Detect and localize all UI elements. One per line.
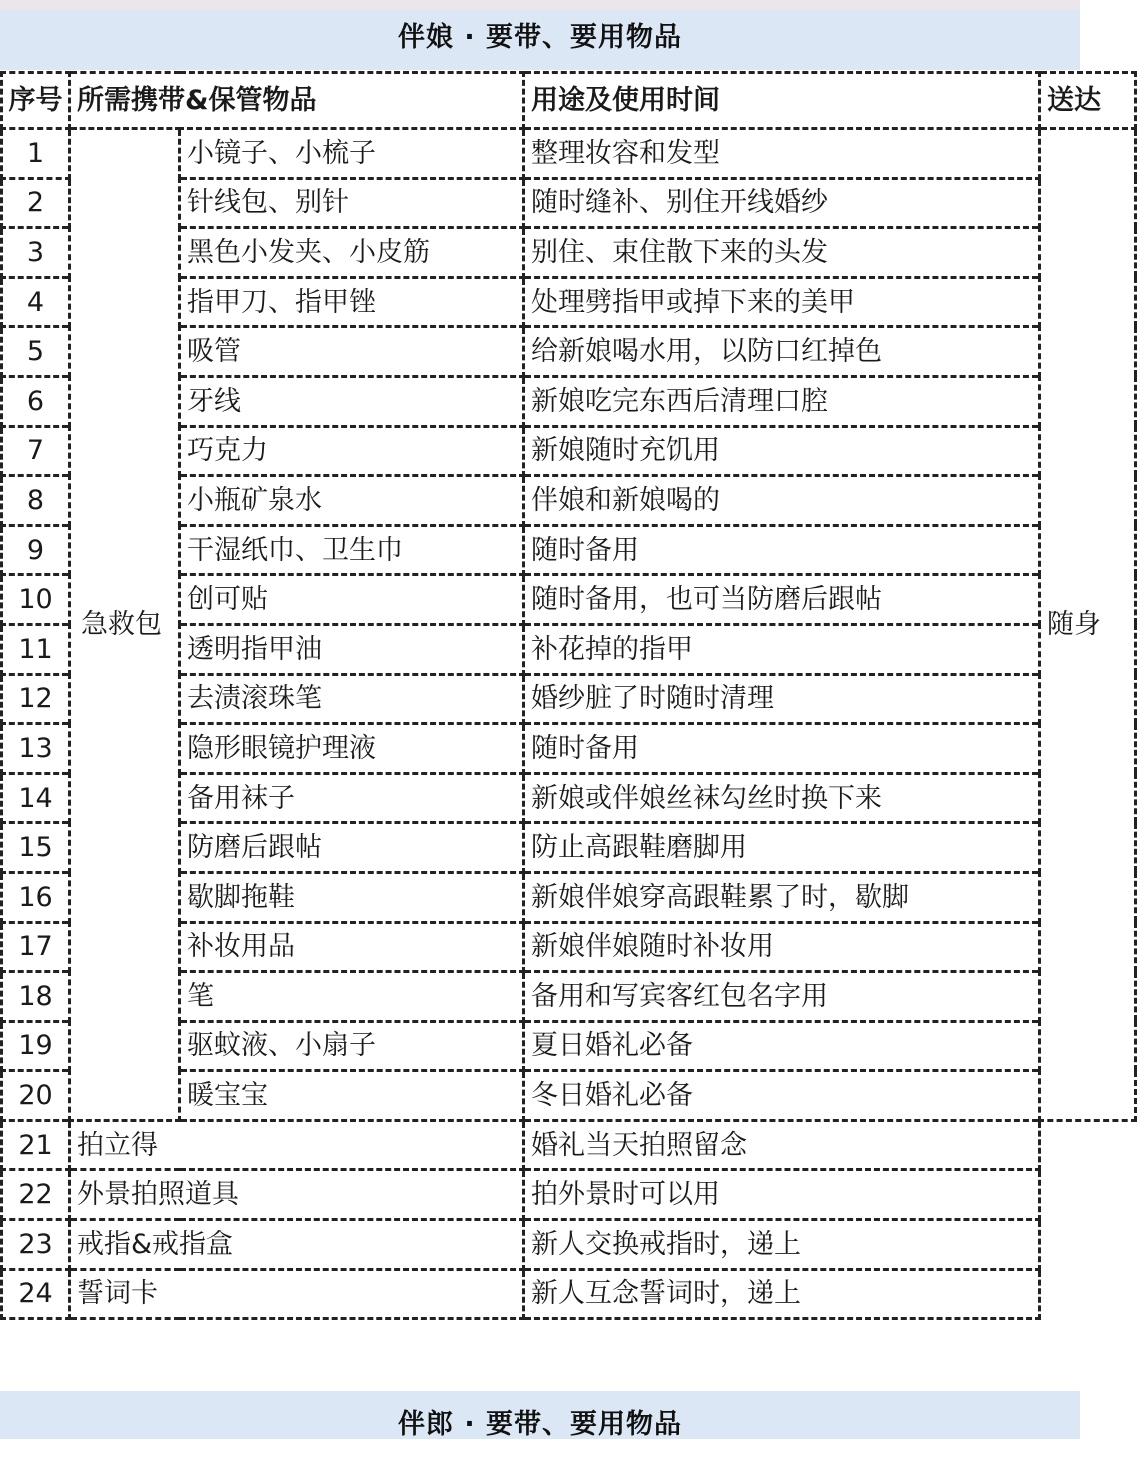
table-row — [2, 1269, 1136, 1319]
item-name: 透明指甲油 — [180, 624, 524, 674]
row-number: 15 — [2, 823, 70, 873]
item-name: 驱蚊液、小扇子 — [180, 1021, 524, 1071]
checklist-body — [2, 73, 1136, 1319]
item-name: 干湿纸巾、卫生巾 — [180, 525, 524, 575]
item-name: 小镜子、小梳子 — [180, 129, 524, 179]
row-number: 13 — [2, 724, 70, 774]
item-usage: 备用和写宾客红包名字用 — [524, 972, 1040, 1022]
deliver-note: 随身 — [1040, 129, 1136, 1121]
deliver-empty — [1040, 1120, 1136, 1170]
bridesmaid-section-title: 伴娘 · 要带、要用物品 — [0, 10, 1080, 70]
table-row — [2, 1220, 1136, 1270]
table-row — [2, 129, 1136, 179]
item-name: 誓词卡 — [70, 1269, 524, 1319]
row-number: 11 — [2, 624, 70, 674]
item-name: 防磨后跟帖 — [180, 823, 524, 873]
item-usage: 别住、束住散下来的头发 — [524, 228, 1040, 278]
deliver-empty — [1040, 1269, 1136, 1319]
item-usage: 整理妆容和发型 — [524, 129, 1040, 179]
row-number: 20 — [2, 1071, 70, 1121]
item-name: 笔 — [180, 972, 524, 1022]
item-usage: 补花掉的指甲 — [524, 624, 1040, 674]
item-usage: 随时缝补、别住开线婚纱 — [524, 178, 1040, 228]
top-strip — [0, 0, 1080, 10]
row-number: 9 — [2, 525, 70, 575]
item-name: 黑色小发夹、小皮筋 — [180, 228, 524, 278]
item-name: 小瓶矿泉水 — [180, 476, 524, 526]
item-name: 针线包、别针 — [180, 178, 524, 228]
item-usage: 防止高跟鞋磨脚用 — [524, 823, 1040, 873]
row-number: 24 — [2, 1269, 70, 1319]
row-number: 21 — [2, 1120, 70, 1170]
row-number: 19 — [2, 1021, 70, 1071]
row-number: 1 — [2, 129, 70, 179]
groomsman-section-title: 伴郎 · 要带、要用物品 — [0, 1391, 1080, 1439]
item-usage: 新人交换戒指时，递上 — [524, 1220, 1040, 1270]
item-name: 巧克力 — [180, 426, 524, 476]
item-usage: 处理劈指甲或掉下来的美甲 — [524, 277, 1040, 327]
deliver-empty — [1040, 1170, 1136, 1220]
row-number: 12 — [2, 674, 70, 724]
item-name: 暖宝宝 — [180, 1071, 524, 1121]
item-usage: 拍外景时可以用 — [524, 1170, 1040, 1220]
row-number: 8 — [2, 476, 70, 526]
item-name: 指甲刀、指甲锉 — [180, 277, 524, 327]
column-header-item: 所需携带&保管物品 — [70, 73, 524, 129]
item-name: 创可贴 — [180, 575, 524, 625]
item-usage: 新娘伴娘穿高跟鞋累了时，歇脚 — [524, 872, 1040, 922]
table-row — [2, 1120, 1136, 1170]
item-usage: 随时备用 — [524, 525, 1040, 575]
item-name: 拍立得 — [70, 1120, 524, 1170]
checklist-table — [0, 71, 1137, 1320]
row-number: 4 — [2, 277, 70, 327]
item-name: 备用袜子 — [180, 773, 524, 823]
first-aid-kit-label: 急救包 — [70, 129, 180, 1121]
row-number: 6 — [2, 376, 70, 426]
row-number: 5 — [2, 327, 70, 377]
item-name: 吸管 — [180, 327, 524, 377]
item-usage: 伴娘和新娘喝的 — [524, 476, 1040, 526]
item-usage: 婚礼当天拍照留念 — [524, 1120, 1040, 1170]
table-row — [2, 1170, 1136, 1220]
item-usage: 新娘或伴娘丝袜勾丝时换下来 — [524, 773, 1040, 823]
row-number: 16 — [2, 872, 70, 922]
item-usage: 新娘吃完东西后清理口腔 — [524, 376, 1040, 426]
item-usage: 随时备用，也可当防磨后跟帖 — [524, 575, 1040, 625]
row-number: 23 — [2, 1220, 70, 1270]
item-name: 外景拍照道具 — [70, 1170, 524, 1220]
item-usage: 新人互念誓词时，递上 — [524, 1269, 1040, 1319]
item-usage: 冬日婚礼必备 — [524, 1071, 1040, 1121]
row-number: 3 — [2, 228, 70, 278]
item-usage: 新娘随时充饥用 — [524, 426, 1040, 476]
item-usage: 夏日婚礼必备 — [524, 1021, 1040, 1071]
column-header-deliver: 送达 — [1040, 73, 1136, 129]
row-number: 10 — [2, 575, 70, 625]
item-name: 牙线 — [180, 376, 524, 426]
row-number: 14 — [2, 773, 70, 823]
row-number: 18 — [2, 972, 70, 1022]
item-name: 歇脚拖鞋 — [180, 872, 524, 922]
item-name: 隐形眼镜护理液 — [180, 724, 524, 774]
item-name: 戒指&戒指盒 — [70, 1220, 524, 1270]
deliver-empty — [1040, 1220, 1136, 1270]
column-header-num: 序号 — [2, 73, 70, 129]
row-number: 22 — [2, 1170, 70, 1220]
row-number: 17 — [2, 922, 70, 972]
item-usage: 随时备用 — [524, 724, 1040, 774]
item-name: 补妆用品 — [180, 922, 524, 972]
column-header-usage: 用途及使用时间 — [524, 73, 1040, 129]
item-name: 去渍滚珠笔 — [180, 674, 524, 724]
item-usage: 婚纱脏了时随时清理 — [524, 674, 1040, 724]
row-number: 7 — [2, 426, 70, 476]
table-header-row — [2, 73, 1136, 129]
item-usage: 新娘伴娘随时补妆用 — [524, 922, 1040, 972]
row-number: 2 — [2, 178, 70, 228]
item-usage: 给新娘喝水用，以防口红掉色 — [524, 327, 1040, 377]
